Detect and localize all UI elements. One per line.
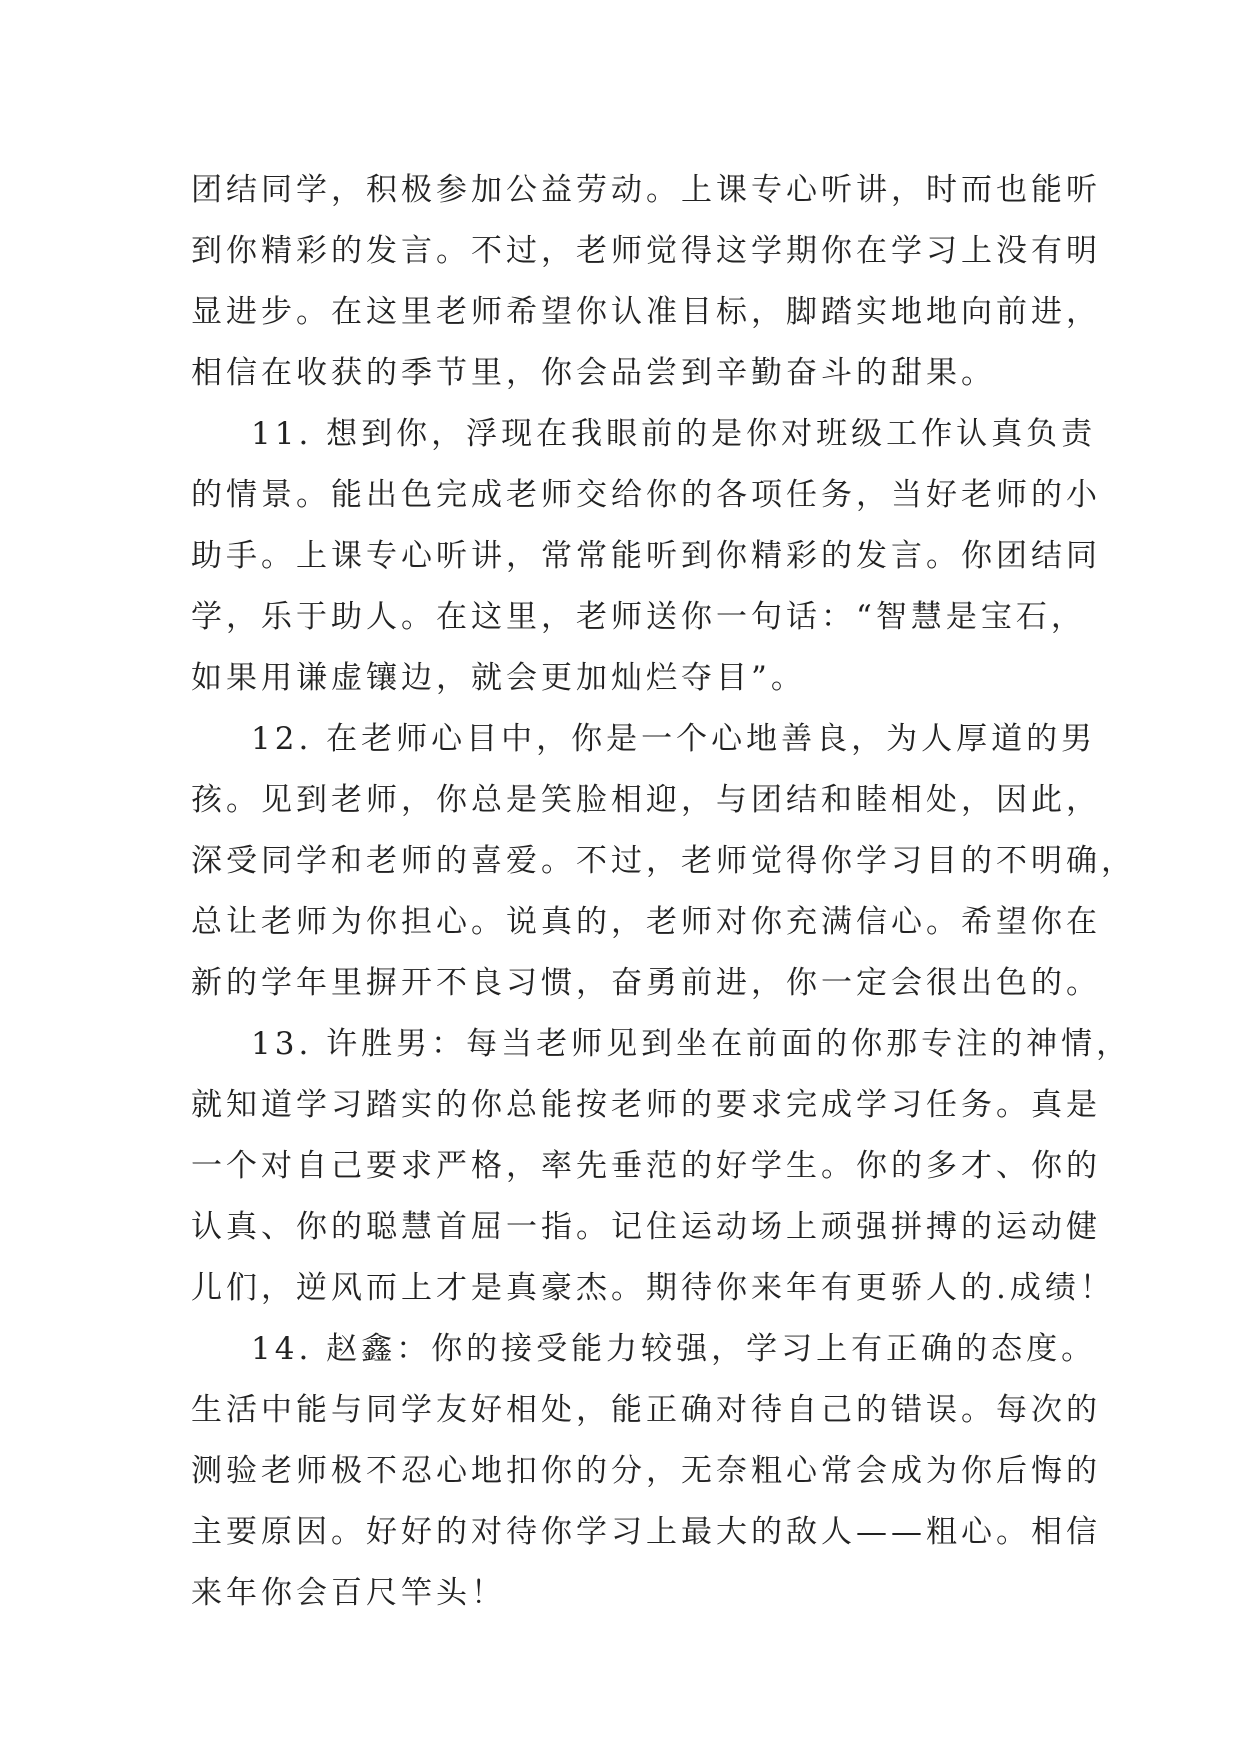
text-line: 主要原因。好好的对待你学习上最大的敌人——粗心。相信 bbox=[191, 1514, 1101, 1550]
paragraph-13-first-line: 13. 许胜男：每当老师见到坐在前面的你那专注的神情， bbox=[251, 1026, 1132, 1062]
text-line: 生活中能与同学友好相处，能正确对待自己的错误。每次的 bbox=[191, 1392, 1101, 1428]
paragraph-12-first-line: 12. 在老师心目中，你是一个心地善良，为人厚道的男 bbox=[251, 721, 1097, 757]
text-line: 深受同学和老师的喜爱。不过，老师觉得你学习目的不明确， bbox=[191, 843, 1136, 879]
text-line: 孩。见到老师，你总是笑脸相迎，与团结和睦相处，因此， bbox=[191, 782, 1101, 818]
text-line: 团结同学，积极参加公益劳动。上课专心听讲，时而也能听 bbox=[191, 172, 1101, 208]
text-line: 儿们，逆风而上才是真豪杰。期待你来年有更骄人的.成绩！ bbox=[191, 1270, 1115, 1306]
text-line: 测验老师极不忍心地扣你的分，无奈粗心常会成为你后悔的 bbox=[191, 1453, 1101, 1489]
text-line: 的情景。能出色完成老师交给你的各项任务，当好老师的小 bbox=[191, 477, 1101, 513]
text-line: 学，乐于助人。在这里，老师送你一句话：“智慧是宝石， bbox=[191, 599, 1086, 635]
text-line: 认真、你的聪慧首屈一指。记住运动场上顽强拼搏的运动健 bbox=[191, 1209, 1101, 1245]
text-line: 相信在收获的季节里，你会品尝到辛勤奋斗的甜果。 bbox=[191, 355, 996, 391]
paragraph-11-first-line: 11. 想到你，浮现在我眼前的是你对班级工作认真负责 bbox=[251, 416, 1097, 452]
text-line: 显进步。在这里老师希望你认准目标，脚踏实地地向前进， bbox=[191, 294, 1101, 330]
text-line: 就知道学习踏实的你总能按老师的要求完成学习任务。真是 bbox=[191, 1087, 1101, 1123]
text-line: 来年你会百尺竿头！ bbox=[191, 1575, 506, 1611]
text-line: 如果用谦虚镶边，就会更加灿烂夺目”。 bbox=[191, 660, 806, 696]
text-line: 新的学年里摒开不良习惯，奋勇前进，你一定会很出色的。 bbox=[191, 965, 1101, 1001]
document-body bbox=[191, 160, 1136, 1624]
text-line: 助手。上课专心听讲，常常能听到你精彩的发言。你团结同 bbox=[191, 538, 1101, 574]
text-line: 到你精彩的发言。不过，老师觉得这学期你在学习上没有明 bbox=[191, 233, 1101, 269]
text-line: 总让老师为你担心。说真的，老师对你充满信心。希望你在 bbox=[191, 904, 1101, 940]
text-line: 一个对自己要求严格，率先垂范的好学生。你的多才、你的 bbox=[191, 1148, 1101, 1184]
paragraph-14-first-line: 14. 赵鑫：你的接受能力较强，学习上有正确的态度。 bbox=[251, 1331, 1097, 1367]
